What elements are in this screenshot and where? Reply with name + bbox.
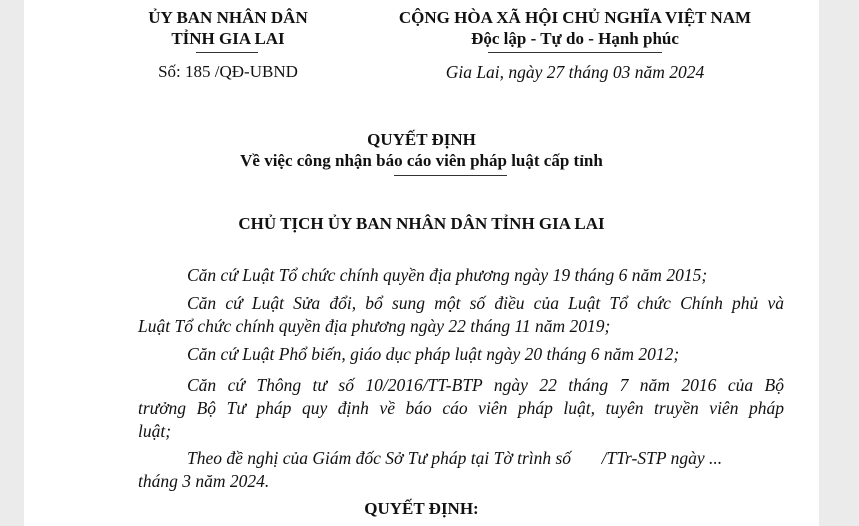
legal-basis-2-line2: Luật Tổ chức chính quyền địa phương ngày 22 tháng 11 năm 2019; [138, 316, 611, 336]
national-title: CỘNG HÒA XÃ HỘI CHỦ NGHĨA VIỆT NAM [398, 8, 752, 27]
motto-underline [488, 52, 662, 53]
issuing-agency-line2: TỈNH GIA LAI [171, 29, 285, 48]
legal-basis-4-line1: Căn cứ Thông tư số 10/2016/TT-BTP ngày 22 tháng 7 năm 2016 của Bộ [187, 375, 784, 395]
document-subject: Về việc công nhận báo cáo viên pháp luật cấp tỉnh [240, 151, 603, 170]
proposal-line1: Theo đề nghị của Giám đốc Sở Tư pháp tại Tờ trình số /TTr-STP ngày ... [187, 448, 723, 468]
issuing-authority: CHỦ TỊCH ỦY BAN NHÂN DÂN TỈNH GIA LAI [238, 214, 605, 233]
legal-basis-1: Căn cứ Luật Tổ chức chính quyền địa phương ngày 19 tháng 6 năm 2015; [187, 265, 708, 285]
document-title: QUYẾT ĐỊNH [367, 130, 476, 149]
agency-underline [196, 52, 258, 53]
legal-basis-4-line2: trưởng Bộ Tư pháp quy định về báo cáo viên pháp luật, tuyên truyền viên pháp [138, 398, 784, 418]
proposal-line2: tháng 3 năm 2024. [138, 471, 270, 491]
place-and-date: Gia Lai, ngày 27 tháng 03 năm 2024 [445, 62, 705, 82]
legal-basis-2-line1: Căn cứ Luật Sửa đổi, bổ sung một số điều của Luật Tổ chức Chính phủ và [187, 293, 784, 313]
subject-underline [394, 175, 507, 176]
decision-heading: QUYẾT ĐỊNH: [364, 499, 479, 518]
document-page [24, 0, 819, 526]
document-number: Số: 185 /QĐ-UBND [158, 62, 298, 81]
legal-basis-3: Căn cứ Luật Phổ biến, giáo dục pháp luật ngày 20 tháng 6 năm 2012; [187, 344, 680, 364]
national-motto: Độc lập - Tự do - Hạnh phúc [471, 29, 679, 48]
legal-basis-4-line3: luật; [138, 421, 172, 441]
issuing-agency-line1: ỦY BAN NHÂN DÂN [148, 8, 308, 27]
